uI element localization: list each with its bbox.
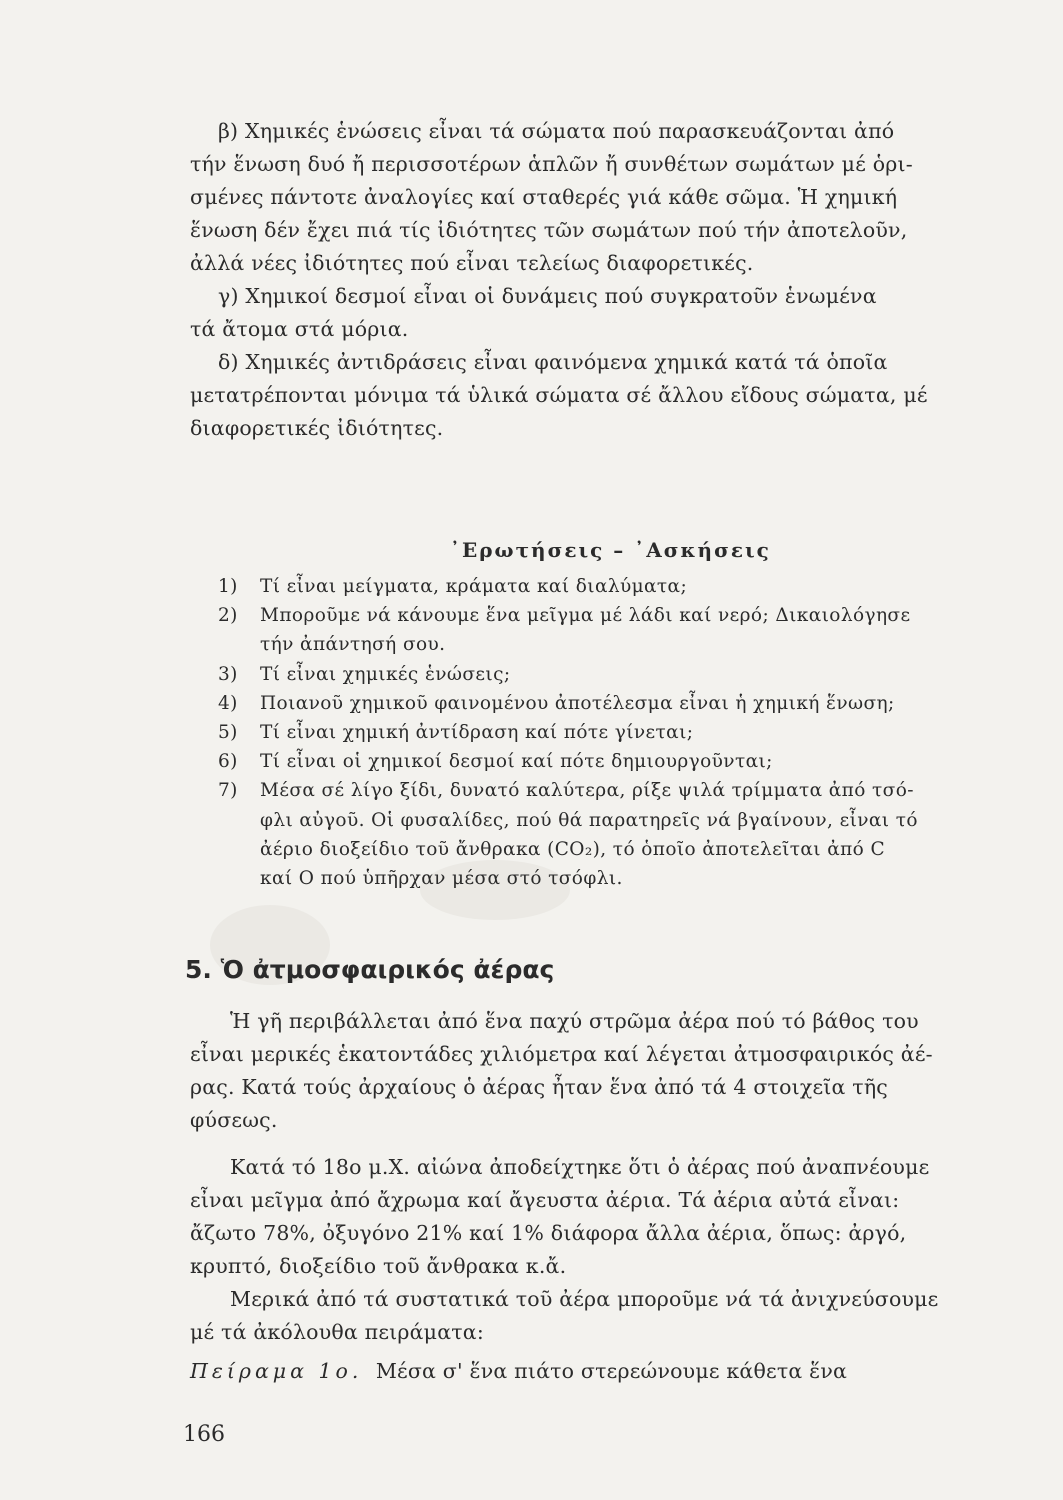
text-line [190,1355,1020,1388]
text-line: σμένες πάντοτε ἀναλογίες καί σταθερές γιά κάθε σῶμα. Ἡ χημική [190,185,898,209]
text-line: εἶναι μερικές ἑκατοντάδες χιλιόμετρα καί λέγεται ἀτμοσφαιρικός ἀέ- [190,1042,933,1066]
text-line: διαφορετικές ἰδιότητες. [190,416,444,440]
question-number: 4) [218,692,238,714]
text-line: Ἡ γῆ περιβάλλεται ἀπό ἕνα παχύ στρῶμα ἀέρα πού τό βάθος του [230,1009,919,1033]
question-item [218,601,1018,630]
text-line: Κατά τό 18ο μ.Χ. αἰώνα ἀποδείχτηκε ὅτι ὁ ἀέρας πού ἀναπνέουμε [230,1155,930,1179]
text-line: τήν ἕνωση δυό ἤ περισσοτέρων ἁπλῶν ἤ συνθέτων σωμάτων μέ ὁρι- [190,152,913,176]
experiment-label: Πείραμα 1ο. [190,1359,363,1383]
text-line: β) Χημικές ἑνώσεις εἶναι τά σώματα πού παρασκευάζονται ἀπό [218,119,895,143]
definition-delta [190,346,1020,445]
question-continuation: τήν ἀπάντησή σου. [260,634,446,656]
question-text: Τί εἶναι μείγματα, κράματα καί διαλύματα; [260,576,688,597]
questions-list [218,572,1018,893]
experiment-text: Μέσα σ' ἕνα πιάτο στερεώνουμε κάθετα ἕνα [375,1359,848,1383]
text-line: φύσεως. [190,1108,278,1132]
text-line: τά ἄτομα στά μόρια. [190,317,409,341]
definitions-section [190,115,1020,445]
section-title: 5. Ὁ ἀτμοσφαιρικός ἀέρας [185,955,555,984]
question-item [218,718,1018,747]
text-line: ἀλλά νέες ἰδιότητες πού εἶναι τελείως διαφορετικές. [190,251,754,275]
question-text: Τί εἶναι χημικές ἑνώσεις; [260,663,511,685]
question-number: 1) [218,576,238,597]
section-paragraph [190,1283,1020,1349]
text-line: ἄζωτο 78%, ὀξυγόνο 21% καί 1% διάφορα ἄλλα ἀέρια, ὅπως: ἀργό, [190,1221,907,1245]
text-line: ἕνωση δέν ἔχει πιά τίς ἰδιότητες τῶν σωμάτων πού τήν ἀποτελοῦν, [190,218,908,242]
text-line: γ) Χημικοί δεσμοί εἶναι οἱ δυνάμεις πού συγκρατοῦν ἑνωμένα [218,284,877,308]
question-text: Τί εἶναι οἱ χημικοί δεσμοί καί πότε δημιουργοῦνται; [260,751,773,773]
experiment-paragraph [190,1355,1020,1388]
question-item [218,776,1018,805]
section-body [190,1005,1020,1388]
question-item [218,689,1018,718]
question-continuation: φλι αὐγοῦ. Οἱ φυσαλίδες, πού θά παρατηρεῖς νά βγαίνουν, εἶναι τό [260,809,918,831]
text-line: εἶναι μεῖγμα ἀπό ἄχρωμα καί ἄγευστα ἀέρια. Τά ἀέρια αὐτά εἶναι: [190,1188,900,1212]
text-line: μετατρέπονται μόνιμα τά ὑλικά σώματα σέ ἄλλου εἴδους σώματα, μέ [190,383,928,407]
question-text: Ποιανοῦ χημικοῦ φαινομένου ἀποτέλεσμα εἶναι ἡ χημική ἕνωση; [260,692,895,714]
question-text: Τί εἶναι χημική ἀντίδραση καί πότε γίνεται; [260,722,694,744]
question-item [218,660,1018,689]
questions-heading: ᾿Ερωτήσεις – ᾿Ασκήσεις [450,538,771,562]
question-number: 7) [218,780,238,802]
section-paragraph [190,1005,1020,1137]
question-item [218,747,1018,776]
text-line: μέ τά ἀκόλουθα πειράματα: [190,1320,484,1344]
question-text: Μέσα σέ λίγο ξίδι, δυνατό καλύτερα, ρίξε ψιλά τρίμματα ἀπό τσό- [260,780,914,802]
question-number: 5) [218,722,238,744]
section-paragraph [190,1151,1020,1283]
question-continuation: καί O πού ὑπῆρχαν μέσα στό τσόφλι. [260,868,623,890]
definition-beta [190,115,1020,280]
question-continuation: ἀέριο διοξείδιο τοῦ ἄνθρακα (CO₂), τό ὁποῖο ἀποτελεῖται ἀπό C [260,838,886,860]
text-line: κρυπτό, διοξείδιο τοῦ ἄνθρακα κ.ἄ. [190,1254,567,1278]
page-number: 166 [183,1422,225,1447]
text-line: δ) Χημικές ἀντιδράσεις εἶναι φαινόμενα χημικά κατά τά ὁποῖα [218,350,888,374]
question-number: 6) [218,751,238,773]
text-line: ρας. Κατά τούς ἀρχαίους ὁ ἀέρας ἦταν ἕνα ἀπό τά 4 στοιχεῖα τῆς [190,1075,888,1099]
question-number: 2) [218,605,238,627]
question-number: 3) [218,663,238,685]
definition-gamma [190,280,1020,346]
question-text: Μποροῦμε νά κάνουμε ἕνα μεῖγμα μέ λάδι καί νερό; Δικαιολόγησε [260,605,911,627]
text-line: Μερικά ἀπό τά συστατικά τοῦ ἀέρα μποροῦμε νά τά ἀνιχνεύσουμε [230,1287,939,1311]
question-item [218,572,1018,601]
